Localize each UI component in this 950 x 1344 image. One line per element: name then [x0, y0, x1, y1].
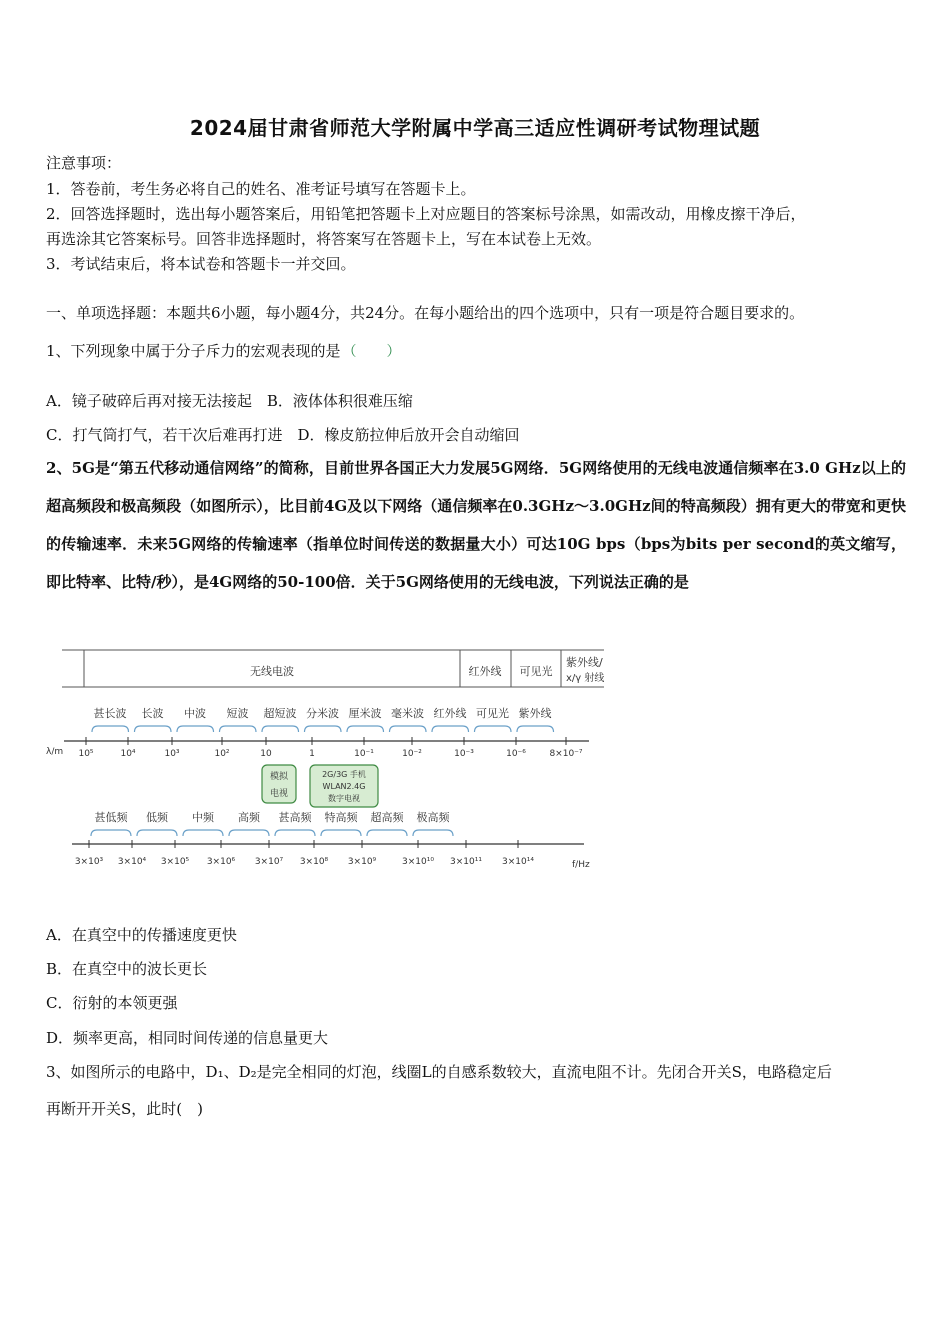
question-2-option: B．在真空中的波长更长 [46, 960, 208, 978]
frequency-tick-label: 3×10⁴ [117, 857, 147, 867]
wavelength-tick-label: 10⁻¹ [354, 749, 374, 759]
wave-band-brace [390, 726, 427, 732]
wave-band-brace [262, 726, 299, 732]
wave-band-name: 厘米波 [348, 707, 382, 720]
frequency-band-name: 极高频 [416, 811, 450, 824]
wavelength-tick-label: 10³ [164, 749, 180, 759]
frequency-band-brace [183, 830, 223, 836]
band-radio-label: 无线电波 [250, 665, 294, 678]
wave-band-brace [432, 726, 469, 732]
frequency-band-brace [91, 830, 131, 836]
frequency-band-brace [413, 830, 453, 836]
wave-band-brace [135, 726, 172, 732]
wave-band-brace [92, 726, 129, 732]
question-1-text: 1、下列现象中属于分子斥力的宏观表现的是 [46, 342, 341, 360]
wave-band-name: 红外线 [433, 707, 467, 720]
wavelength-tick-label: 10⁻² [402, 749, 422, 759]
callout-mobile-wlan-line: 2G/3G 手机 [322, 770, 366, 779]
answer-blank: （ ） [342, 344, 409, 360]
frequency-tick-label: 3×10⁹ [347, 857, 377, 867]
wave-band-brace [347, 726, 384, 732]
frequency-tick-label: 3×10¹⁴ [502, 857, 534, 867]
wave-band-brace [517, 726, 554, 732]
frequency-tick-label: 3×10¹¹ [450, 857, 482, 867]
frequency-tick-label: 3×10⁸ [299, 857, 329, 867]
frequency-band-name: 甚低频 [94, 811, 128, 824]
frequency-axis-label: f/Hz [572, 860, 590, 870]
wave-band-name: 甚长波 [93, 707, 127, 720]
question-2-option: A．在真空中的传播速度更快 [46, 926, 237, 944]
wavelength-tick-label: 10² [214, 749, 230, 759]
band-infrared-label: 红外线 [468, 665, 502, 678]
frequency-band-name: 超高频 [370, 811, 404, 824]
question-3-stem: 3、如图所示的电路中，D₁、D₂是完全相同的灯泡，线圈L的自感系数较大，直流电阻不计。先闭合开关S，电路稳定后 [46, 1063, 832, 1081]
frequency-band-brace [321, 830, 361, 836]
wave-band-name: 分米波 [306, 707, 339, 720]
wave-band-brace [177, 726, 214, 732]
page-title: 2024届甘肃省师范大学附属中学高三适应性调研考试物理试题 [189, 116, 761, 140]
notice-item: 1．答卷前，考生务必将自己的姓名、准考证号填写在答题卡上。 [46, 180, 476, 198]
frequency-tick-label: 3×10⁷ [254, 857, 284, 867]
frequency-band-brace [275, 830, 315, 836]
frequency-tick-label: 3×10⁶ [206, 857, 236, 867]
wavelength-tick-label: 1 [309, 749, 315, 759]
question-2-option: C．衍射的本领更强 [46, 994, 178, 1012]
frequency-band-name: 特高频 [324, 811, 358, 824]
wavelength-tick-label: 10 [260, 749, 272, 759]
wavelength-tick-label: 10⁻⁶ [506, 749, 526, 759]
frequency-band-brace [137, 830, 177, 836]
notice-item: 2．回答选择题时，选出每小题答案后，用铅笔把答题卡上对应题目的答案标号涂黑，如需改动，用橡皮擦干净后， [46, 205, 806, 223]
callout-mobile-wlan-line: WLAN2.4G [322, 782, 366, 791]
frequency-band-name: 低频 [146, 811, 168, 824]
wave-band-name: 可见光 [476, 707, 509, 720]
notice-item: 再选涂其它答案标号。回答非选择题时，将答案写在答题卡上，写在本试卷上无效。 [46, 230, 602, 248]
wave-band-brace [475, 726, 512, 732]
question-1-options-cd: C．打气筒打气，若干次后难再打进 D．橡皮筋拉伸后放开会自动缩回 [46, 426, 520, 444]
frequency-band-name: 高频 [238, 811, 260, 824]
wave-band-name: 毫米波 [391, 707, 424, 720]
question-1-options-ab: A．镜子破碎后再对接无法接起 B．液体体积很难压缩 [46, 392, 413, 410]
band-xray-label: x/γ 射线 [566, 673, 604, 684]
wave-band-brace [305, 726, 342, 732]
wave-band-name: 短波 [226, 707, 249, 720]
notice-heading: 注意事项： [46, 154, 122, 172]
frequency-tick-label: 3×10³ [74, 857, 104, 867]
question-2-stem: 2、5G是“第五代移动通信网络”的简称，目前世界各国正大力发展5G网络．5G网络使用的无线电波通信频率在3.0 GHz以上的超高频段和极高频段（如图所示），比目前4G及以下网络（通信频率在0.3GHz～3.0GHz间的特高频段）拥有更大的带宽和更快的传输速率．未来5G网络的传输速率（指单位时间传送的数据量大小）可达10G bps（bps为bits per second的英文缩写，即比特率、比特/秒），是4G网络的50-100倍．关于5G网络使用的无线电波，下列说法正确的是 [46, 459, 906, 591]
wave-band-name: 长波 [141, 707, 164, 720]
wavelength-tick-label: 10⁵ [78, 749, 94, 759]
wavelength-tick-label: 10⁴ [120, 749, 136, 759]
wavelength-tick-label: 10⁻³ [454, 749, 474, 759]
band-visible-label: 可见光 [519, 665, 553, 678]
callout-analog-tv-line: 模拟 [269, 772, 289, 782]
question-1-stem [46, 340, 409, 361]
electromagnetic-spectrum-figure [44, 644, 604, 876]
wave-band-name: 超短波 [263, 707, 297, 720]
frequency-band-name: 甚高频 [278, 811, 312, 824]
section-heading: 一、单项选择题：本题共6小题，每小题4分，共24分。在每小题给出的四个选项中，只有一项是符合题目要求的。 [46, 304, 805, 322]
wave-band-brace [220, 726, 257, 732]
notice-item: 3．考试结束后，将本试卷和答题卡一并交回。 [46, 255, 356, 273]
question-3-stem-continued: 再断开开关S，此时( ) [46, 1100, 203, 1118]
frequency-band-brace [229, 830, 269, 836]
frequency-band-brace [367, 830, 407, 836]
callout-mobile-wlan-line: 数字电视 [328, 794, 360, 803]
frequency-tick-label: 3×10⁵ [160, 857, 190, 867]
wavelength-tick-label: 8×10⁻⁷ [549, 749, 583, 759]
question-2-option: D．频率更高，相同时间传递的信息量更大 [46, 1029, 329, 1047]
band-uv-label: 紫外线/ [566, 656, 603, 669]
wave-band-name: 紫外线 [518, 707, 552, 720]
callout-analog-tv-line: 电视 [269, 789, 289, 799]
wave-band-name: 中波 [184, 707, 206, 720]
wavelength-axis-label: λ/m [46, 747, 64, 757]
frequency-band-name: 中频 [192, 811, 214, 824]
frequency-tick-label: 3×10¹⁰ [402, 857, 434, 867]
